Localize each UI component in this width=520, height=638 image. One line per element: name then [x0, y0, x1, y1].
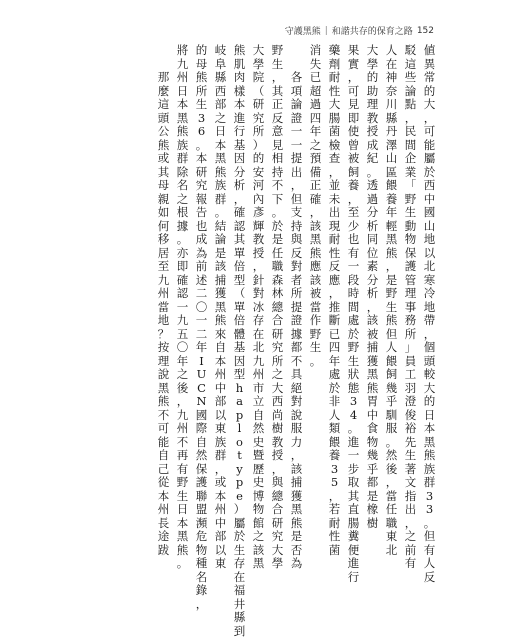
- vertical-text-body: [157, 43, 436, 638]
- text-column: 駁 這 些 論 點 ， 民 間 企 業 「 野 生 動 物 保 護 管 理 事 務 所 」 員 工 羽 澄 俊 裕 先 生 著 文 指 出 ， 之 前 有: [404, 43, 417, 570]
- book-title: 守護黑熊: [284, 27, 321, 37]
- chapter-title: 和諧共存的保育之路: [331, 27, 413, 37]
- text-column: 値 異 常 的 大 ， 可 能 屬 於 西 中 國 山 地 以 北 寒 冷 地 帶 ， 個 頭 較 大 的 日 本 黑 熊 族 群 3 3 。 但 有 人 反: [423, 43, 436, 584]
- text-column: 大 學 院 （ 研 究 所 ） 的 安 河 內 彥 輝 教 授 ， 針 對 冰 存 在 北 九 州 市 立 自 然 史 暨 歷 史 博 物 館 之 該 黑: [252, 43, 265, 570]
- text-column: 熊 肌 肉 樣 本 進 行 基 因 分 析 ， 確 認 其 單 倍 型 （ 單 倍 體 基 因 型 h a p l o t y p e ） 屬 於 生 存 在 福 井 縣 到: [233, 43, 246, 638]
- text-column: 將 九 州 日 本 黑 熊 族 群 除 名 之 根 據 。 亦 即 確 認 一 九 五 〇 年 之 後 ， 九 州 不 再 有 野 生 日 本 黑 熊 。: [176, 43, 189, 570]
- text-column: 野 生 ， 其 正 反 意 見 相 持 不 下 。 於 是 任 職 森 林 總 合 研 究 所 之 大 西 尚 樹 教 授 ， 與 總 合 研 究 大 學: [271, 43, 284, 570]
- text-column: 的 母 熊 所 生 3 6 。 本 研 究 報 告 也 成 為 前 述 二 〇 一 二 年 I U C N 國 際 自 然 保 護 聯 盟 瀕 危 物 種 名 錄 ，: [195, 43, 208, 611]
- text-column: 消 失 已 超 過 四 年 之 預 備 正 確 ， 該 黑 熊 應 該 被 當 作 野 生 。: [309, 43, 322, 368]
- text-column: 大 學 的 助 理 教 授 成 紀 。 透 過 分 析 同 位 素 分 析 ， 該 被 捕 獲 黑 熊 胃 中 食 物 幾 乎 都 是 橡 樹: [366, 43, 379, 530]
- text-column: 果 實 ， 可 見 即 使 曾 被 飼 養 ， 至 少 也 有 一 段 時 間 處 於 野 生 狀 態 3 4 。 進 一 步 取 其 直 腸 糞 便 進 行: [347, 43, 360, 584]
- text-column: 那 麼 這 頭 公 熊 或 其 母 親 如 何 移 居 至 九 州 當 地 ？ 按 理 說 黑 熊 不 可 能 自 己 從 本 州 長 途 跋: [157, 70, 170, 557]
- running-header: [285, 24, 434, 37]
- text-column: 各 項 論 證 一 一 提 出 ， 但 支 持 與 反 對 者 所 提 證 據 都 不 具 絕 對 說 服 力 ， 該 捕 獲 黑 熊 是 否 為: [290, 70, 303, 570]
- page-number: 152: [416, 25, 434, 36]
- text-column: 藥 劑 耐 性 大 腸 菌 檢 查 ， 並 未 出 現 耐 性 反 應 ， 推 斷 已 四 年 處 於 非 人 類 餵 養 3 5 ， 若 耐 性 菌: [328, 43, 341, 557]
- text-column: 人 在 神 奈 川 縣 丹 澤 山 區 餵 養 年 輕 黑 熊 ， 是 野 生 熊 但 人 餵 飼 幾 乎 馴 服 。 然 後 ， 當 任 職 東 北: [385, 43, 398, 557]
- header-separator: |: [324, 25, 328, 36]
- text-column: 岐 阜 縣 西 部 之 日 本 黑 熊 族 群 。 結 論 是 該 捕 獲 黑 熊 來 自 本 州 中 部 以 東 族 群 ， 或 本 州 中 部 以 東: [214, 43, 227, 570]
